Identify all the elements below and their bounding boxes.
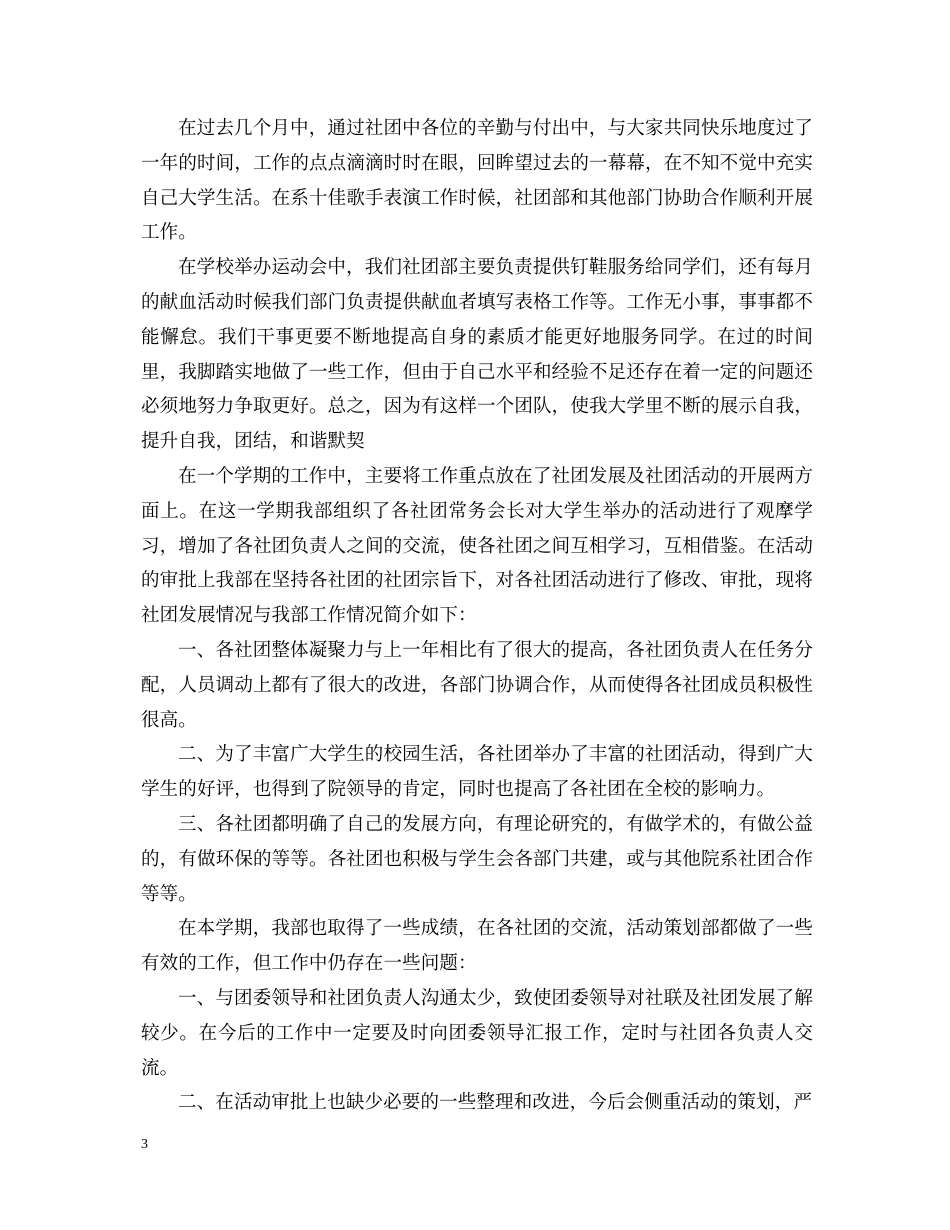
document-body bbox=[141, 112, 813, 1121]
page-number: 3 bbox=[141, 1137, 148, 1152]
paragraph-9: 二、在活动审批上也缺少必要的一些整理和改进，今后会侧重活动的策划，严 bbox=[178, 1092, 813, 1114]
paragraph-7: 在本学期，我部也取得了一些成绩，在各社团的交流，活动策划部都做了一些有效的工作，但工作中仍存在一些问题： bbox=[141, 918, 813, 975]
paragraph-5: 二、为了丰富广大学生的校园生活，各社团举办了丰富的社团活动，得到广大学生的好评，也得到了院领导的肯定，同时也提高了各社团在全校的影响力。 bbox=[141, 744, 813, 801]
paragraph-6: 三、各社团都明确了自己的发展方向，有理论研究的，有做学术的，有做公益的，有做环保的等等。各社团也积极与学生会各部门共建，或与其他院系社团合作等等。 bbox=[141, 813, 813, 905]
paragraph-4: 一、各社团整体凝聚力与上一年相比有了很大的提高，各社团负责人在任务分配，人员调动上都有了很大的改进，各部门协调合作，从而使得各社团成员积极性很高。 bbox=[141, 639, 813, 731]
paragraph-1: 在过去几个月中，通过社团中各位的辛勤与付出中，与大家共同快乐地度过了一年的时间，工作的点点滴滴时时在眼，回眸望过去的一幕幕，在不知不觉中充实自己大学生活。在系十佳歌手表演工作时候，社团部和其他部门协助合作顺利开展工作。 bbox=[141, 118, 813, 244]
paragraph-8: 一、与团委领导和社团负责人沟通太少，致使团委领导对社联及社团发展了解较少。在今后的工作中一定要及时向团委领导汇报工作，定时与社团各负责人交流。 bbox=[141, 987, 813, 1079]
paragraph-2: 在学校举办运动会中，我们社团部主要负责提供钉鞋服务给同学们，还有每月的献血活动时候我们部门负责提供献血者填写表格工作等。工作无小事，事事都不能懈怠。我们干事更要不断地提高自身的素质才能更好地服务同学。在过的时间里，我脚踏实地做了一些工作，但由于自己水平和经验不足还存在着一定的问题还必须地努力争取更好。总之，因为有这样一个团队，使我大学里不断的展示自我，提升自我，团结，和谐默契 bbox=[141, 257, 813, 453]
paragraph-3: 在一个学期的工作中，主要将工作重点放在了社团发展及社团活动的开展两方面上。在这一学期我部组织了各社团常务会长对大学生举办的活动进行了观摩学习，增加了各社团负责人之间的交流，使各社团之间互相学习，互相借鉴。在活动的审批上我部在坚持各社团的社团宗旨下，对各社团活动进行了修改、审批，现将社团发展情况与我部工作情况简介如下： bbox=[141, 465, 813, 627]
